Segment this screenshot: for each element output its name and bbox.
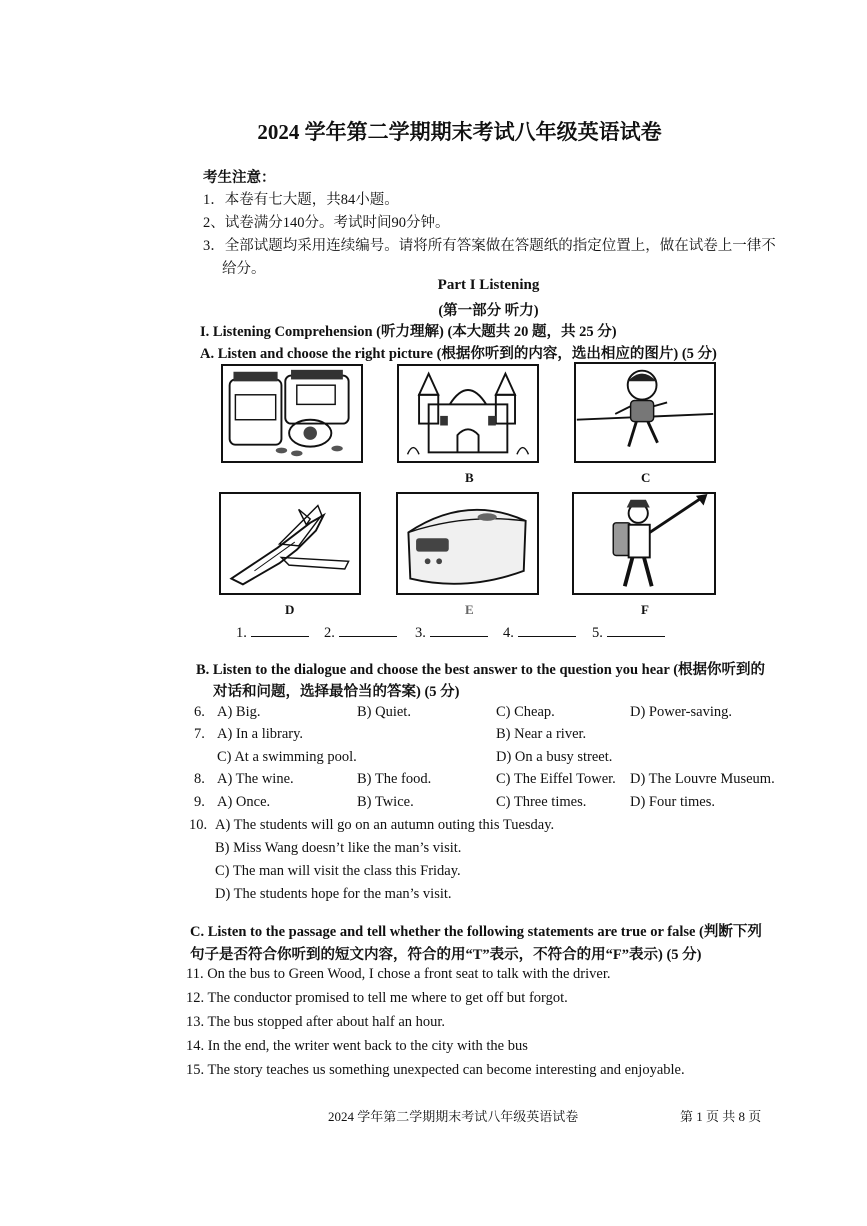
page-title: 2024 学年第二学期期末考试八年级英语试卷 [257, 120, 662, 144]
option: C) The man will visit the class this Friday. [215, 863, 461, 879]
rice-cooker-icon [398, 494, 537, 593]
section-a-heading: A. Listen and choose the right picture (根据你听到的内容，选出相应的图片) (5 分) [200, 346, 717, 362]
option: C) At a swimming pool. [217, 749, 357, 765]
fighter-jet-icon [221, 494, 359, 593]
answer-blank [503, 624, 576, 642]
blank-line [251, 624, 309, 637]
statement: 14. In the end, the writer went back to the city with the bus [186, 1038, 528, 1054]
notice-heading: 考生注意： [203, 170, 276, 186]
option: C) The Eiffel Tower. [496, 771, 616, 787]
question-number: 7. [194, 726, 205, 742]
part-title: Part I Listening [437, 277, 540, 293]
picture-a [221, 364, 363, 463]
footer-title: 2024 学年第二学期期末考试八年级英语试卷 [328, 1109, 579, 1124]
blank-line [518, 624, 576, 637]
option: A) Once. [217, 794, 271, 810]
section-c-heading-2: 句子是否符合你听到的短文内容，符合的用“T”表示，不符合的用“F”表示) (5 分) [190, 947, 702, 963]
tightrope-boy-icon [576, 364, 714, 461]
option: B) Twice. [357, 794, 414, 810]
page-number: 第 1 页 共 8 页 [680, 1109, 762, 1124]
picture-b-label: B [465, 470, 474, 485]
option: A) Big. [217, 704, 261, 720]
blank-number: 3. [415, 625, 426, 641]
blank-number: 4. [503, 625, 514, 641]
notice-item: 3．全部试题均采用连续编号。请将所有答案做在答题纸的指定位置上，做在试卷上一律不 [203, 238, 776, 254]
picture-d [219, 492, 361, 595]
option: D) On a busy street. [496, 749, 613, 765]
section-c-heading: C. Listen to the passage and tell whether the following statements are true or false (判断下列 [190, 924, 762, 940]
statement: 15. The story teaches us something unexpected can become interesting and enjoyable. [186, 1062, 685, 1078]
option: B) The food. [357, 771, 432, 787]
picture-b [397, 364, 539, 463]
option: B) Near a river. [496, 726, 587, 742]
option: A) The students will go on an autumn outing this Tuesday. [215, 817, 555, 833]
blank-line [339, 624, 397, 637]
option: D) Four times. [630, 794, 715, 810]
castle-icon [399, 366, 537, 461]
answer-blank [592, 624, 665, 642]
notice-item: 2、试卷满分140分。考试时间90分钟。 [203, 215, 450, 231]
answer-blank [236, 624, 309, 642]
statement: 12. The conductor promised to tell me where to get off but forgot. [186, 990, 568, 1006]
notice-item: 1．本卷有七大题，共84小题。 [203, 192, 399, 208]
picture-c-label: C [641, 470, 651, 485]
question-number: 6. [194, 704, 205, 720]
statement: 11. On the bus to Green Wood, I chose a front seat to talk with the driver. [186, 966, 611, 982]
blank-number: 1. [236, 625, 247, 641]
picture-f [572, 492, 716, 595]
picture-e-label: E [465, 602, 474, 617]
question-number: 8. [194, 771, 205, 787]
blank-line [430, 624, 488, 637]
option: D) The students hope for the man’s visit. [215, 886, 452, 902]
part-subtitle: (第一部分 听力) [438, 303, 539, 319]
notice-item: 给分。 [222, 261, 266, 277]
picture-e [396, 492, 539, 595]
picture-f-label: F [641, 602, 649, 617]
firefighter-icon [574, 494, 714, 593]
section-b-heading-2: 对话和问题，选择最恰当的答案) (5 分) [213, 684, 460, 700]
option: C) Cheap. [496, 704, 555, 720]
answer-blank [415, 624, 488, 642]
picture-d-label: D [285, 602, 295, 617]
medicine-bottles-icon [223, 366, 361, 461]
answer-blank [324, 624, 397, 642]
option: B) Miss Wang doesn’t like the man’s visit. [215, 840, 462, 856]
option: A) The wine. [217, 771, 294, 787]
picture-c [574, 362, 716, 463]
question-number: 9. [194, 794, 205, 810]
question-number: 10. [189, 817, 208, 833]
section-1-heading: I. Listening Comprehension (听力理解) (本大题共 20 题，共 25 分) [200, 324, 617, 340]
statement: 13. The bus stopped after about half an hour. [186, 1014, 446, 1030]
section-b-heading: B. Listen to the dialogue and choose the best answer to the question you hear (根据你听到的 [196, 662, 766, 678]
option: B) Quiet. [357, 704, 411, 720]
option: D) The Louvre Museum. [630, 771, 775, 787]
blank-number: 5. [592, 625, 603, 641]
option: A) In a library. [217, 726, 304, 742]
blank-number: 2. [324, 625, 335, 641]
option: D) Power-saving. [630, 704, 732, 720]
option: C) Three times. [496, 794, 587, 810]
blank-line [607, 624, 665, 637]
